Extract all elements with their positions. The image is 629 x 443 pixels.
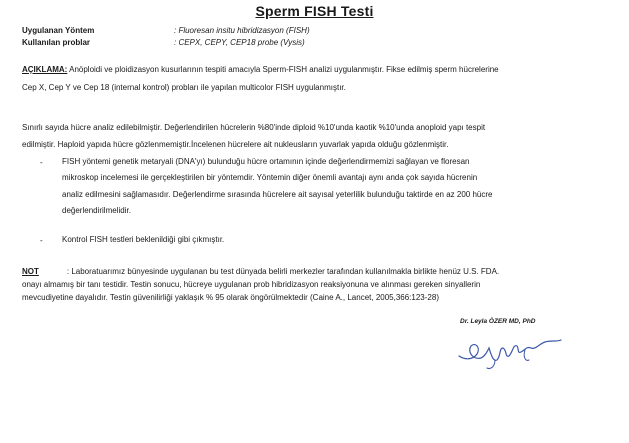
bullet-1-line-1: FISH yöntemi genetik metaryali (DNA'yı) bulunduğu hücre ortamının içinde değerlendirmemizi sağlayan ve floresan (62, 157, 470, 166)
result-line-1: Sınırlı sayıda hücre analiz edilebilmiştir. Değerlendirilen hücrelerin %80'inde diploid %10'unda kaotik %10'unda anoploid yapı tespit (22, 123, 486, 132)
method-label: Uygulanan Yöntem (22, 26, 95, 35)
note-label: NOT (22, 267, 39, 276)
bullet-2: Kontrol FISH testleri beklenildiği gibi çıkmıştır. (62, 235, 225, 244)
aciklama-line-1 (22, 66, 499, 74)
bullet-1-line-3: analiz edilmesini sağlamasıdır. Değerlendirme sırasında hücrelere ait sayısal yeterlilik bulunduğu taktirde en az 200 hücre (62, 190, 493, 199)
note-line-3: mevcudiyetine dayalıdır. Testin güvenilirliği yaklaşık % 95 olarak öngörülmektedir (Caine A., Lancet, 2005,366:123-28) (22, 293, 439, 302)
method-value: : Fluoresan insitu hibridizasyon (FISH) (174, 26, 310, 35)
bullet-1-line-4: değerlendirilmelidir. (62, 206, 131, 215)
signature (455, 330, 565, 370)
aciklama-label: AÇIKLAMA: (22, 65, 68, 74)
note-text-1: : Laboratuarımız bünyesinde uygulanan bu test dünyada belirli merkezler tarafından kullanılmakla birlikte henüz U.S. FDA. (66, 267, 500, 276)
doctor-name: Dr. Leyla ÖZER MD, PhD (460, 318, 536, 325)
bullet-1-line-2: mikroskop incelemesi ile gerçekleştirilen bir yöntemdir. Yöntemin diğer önemli avantajı aynı anda çok sayıda hücrenin (62, 173, 478, 182)
result-line-2: edilmiştir. Haploid yapıda hücre gözlenmemiştir.İncelenen hücrelere ait nukleusların yuvarlak yapıda olduğu gözlenmiştir. (22, 140, 449, 149)
aciklama-line-2: Cep X, Cep Y ve Cep 18 (internal kontrol) probları ile yapılan multicolor FISH uygulanmıştır. (22, 83, 346, 92)
bullet-marker-2: - (40, 236, 43, 245)
page-title: Sperm FISH Testi (255, 3, 374, 19)
probes-value: : CEPX, CEPY, CEP18 probe (Vysis) (174, 38, 305, 47)
aciklama-text-1: Anöploidi ve ploidizasyon kusurlarının tespiti amacıyla Sperm-FISH analizi uygulanmıştır. Fikse edilmiş sperm hücrelerine (67, 65, 499, 74)
bullet-marker-1: - (40, 158, 43, 167)
probes-label: Kullanılan problar (22, 38, 91, 47)
note-line-2: onayı almamış bir tanı testidir. Testin sonucu, hücreye uygulanan prob hibridizasyon reaksiyonuna ve alınması gereken sinyallerin (22, 280, 481, 289)
note-line-1 (22, 268, 499, 276)
